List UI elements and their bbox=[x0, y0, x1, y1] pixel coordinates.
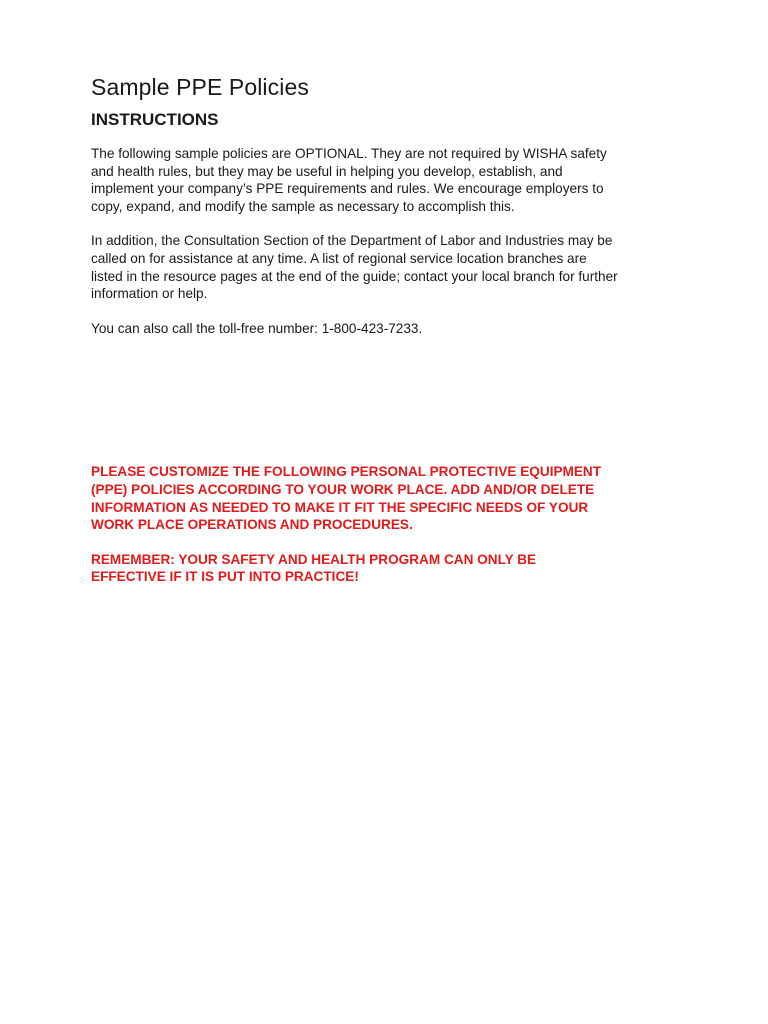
document-page bbox=[91, 72, 691, 586]
customize-notice: PLEASE CUSTOMIZE THE FOLLOWING PERSONAL PROTECTIVE EQUIPMENT (PPE) POLICIES ACCORDING TO YOUR WORK PLACE. ADD AND/OR DELETE INFORMATION AS NEEDED TO MAKE IT FIT THE SPECIFIC NEEDS OF YOUR WORK PLACE OPERATIONS AND PROCEDURES. bbox=[91, 464, 602, 533]
instructions-paragraph-consultation: In addition, the Consultation Section of the Department of Labor and Industries may be called on for assistance at any time. A list of regional service location branches are listed in the resource pages at the end of the guide; contact your local branch for further information or help. bbox=[91, 233, 618, 302]
instructions-heading: INSTRUCTIONS bbox=[91, 110, 219, 129]
remember-notice: REMEMBER: YOUR SAFETY AND HEALTH PROGRAM CAN ONLY BE EFFECTIVE IF IT IS PUT INTO PRACTICE! bbox=[91, 551, 537, 585]
instructions-paragraph-optional: The following sample policies are OPTIONAL. They are not required by WISHA safety and health rules, but they may be useful in helping you develop, establish, and implement your company’s PPE requirements and rules. We encourage employers to copy, expand, and modify the sample as necessary to accomplish this. bbox=[91, 146, 607, 214]
document-title: Sample PPE Policies bbox=[91, 74, 309, 100]
instructions-paragraph-phone: You can also call the toll-free number: 1-800-423-7233. bbox=[91, 320, 423, 336]
